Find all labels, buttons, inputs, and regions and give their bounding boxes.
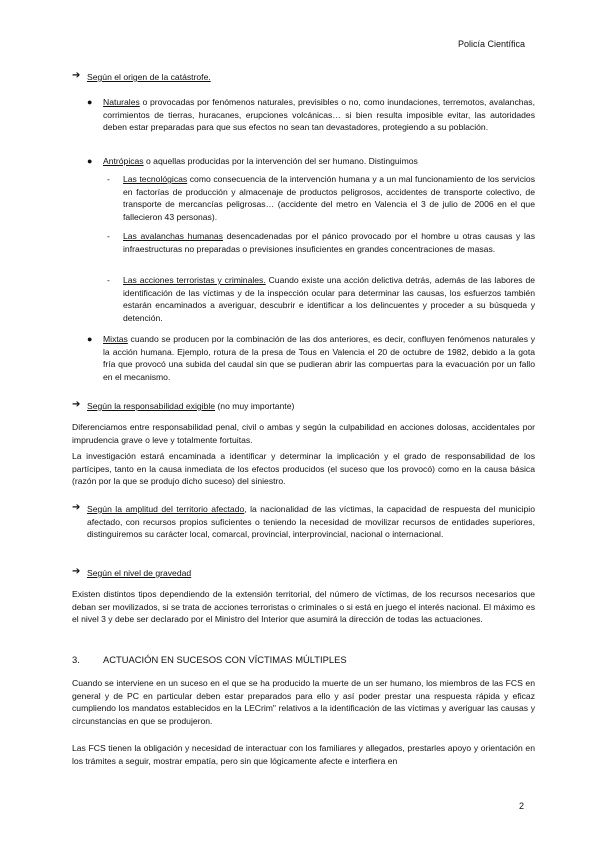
paragraph-responsabilidad-2: La investigación estará encaminada a identificar y determinar la implicación y el grado de responsabilidad de los partícipes, tanto en la causa inmediata de los efectos producidos (el suceso que los provocó) como en la causa básica (razón por la que se produjo dicho suceso) del siniestro.: [72, 451, 535, 487]
text-naturales: o provocadas por fenómenos naturales, previsibles o no, como inundaciones, terremotos, avalanchas, corrimientos de tierras, huracanes, erupciones volcánicas… si bien resulta imposible evitar, las autoridades deben estar preparadas para que sus efectos no sean tan devastadores, protegiendo a su población.: [103, 97, 535, 133]
term-terroristas: Las acciones terroristas y criminales.: [123, 275, 266, 285]
paragraph-antropicas: [103, 155, 535, 168]
text-avalanchas: desencadenadas por el pánico provocado por el hombre u otras causas y las infraestructuras no preparadas o previsiones insuficientes en grandes concentraciones de masas.: [123, 231, 535, 254]
paragraph-gravedad: Existen distintos tipos dependiendo de la extensión territorial, del número de víctimas, de los recursos necesarios que deban ser movilizados, si se trata de acciones terroristas o criminales o si está en juego el interés nacional. El máximo es el nivel 3 y debe ser declarado por el Ministro del Interior que asumirá la dirección de todas las actuaciones.: [72, 589, 535, 625]
paragraph-responsabilidad-1: Diferenciamos entre responsabilidad penal, civil o ambas y según la culpabilidad en acciones dolosas, accidentales por imprudencia grave o leve y totalmente fortuitas.: [72, 422, 535, 445]
text-antropicas: o aquellas producidas por la intervención del ser humano. Distinguimos: [143, 156, 418, 166]
section-3-number: 3.: [72, 654, 80, 665]
arrow-icon: ➔: [72, 502, 81, 513]
heading-origen-text: Según el origen de la catástrofe.: [87, 72, 211, 82]
text-tecnologicas: como consecuencia de la intervención humana y a un mal funcionamiento de los servicios en factorías de producción y almacenaje de productos peligrosos, accidentes de transporte colectivo, de transporte de mercancías peligrosas… (accidente del metro en Valencia el 3 de julio de 2006 en el que fallecieron 43 personas).: [123, 174, 535, 222]
term-tecnologicas: Las tecnológicas: [123, 174, 188, 184]
dash-icon: -: [107, 174, 110, 184]
heading-responsabilidad: [87, 400, 294, 413]
heading-gravedad: [87, 567, 191, 580]
list-item-terroristas: [123, 274, 535, 324]
heading-amplitud-text: Según la amplitud del territorio afectado: [87, 504, 245, 514]
heading-responsabilidad-note: (no muy importante): [215, 401, 295, 411]
term-mixtas: Mixtas: [103, 334, 128, 344]
list-item-tecnologicas: [123, 173, 535, 223]
list-item-avalanchas: [123, 230, 535, 255]
dash-icon: -: [107, 275, 110, 285]
page-header: Policía Científica: [457, 39, 525, 49]
bullet-icon: ●: [87, 334, 93, 344]
paragraph-naturales: [103, 96, 535, 134]
paragraph-amplitud: [87, 503, 535, 541]
section-3-title: ACTUACIÓN EN SUCESOS CON VÍCTIMAS MÚLTIPLES: [103, 654, 347, 665]
heading-gravedad-text: Según el nivel de gravedad: [87, 568, 192, 578]
term-antropicas: Antrópicas: [103, 156, 144, 166]
arrow-icon: ➔: [72, 399, 81, 410]
text-terroristas: Cuando existe una acción delictiva detrás, además de las labores de identificación de las víctimas y de la inspección ocular para determinar las causas, los esfuerzos también estarán encaminados a averiguar, descubrir e identificar a los delincuentes y proceder a su búsqueda y detención.: [123, 275, 536, 323]
paragraph-section-3-1: Cuando se interviene en un suceso en el que se ha producido la muerte de un ser humano, los miembros de las FCS en general y de PC en particular deben estar preparados para ello y así poder prestar una respuesta rápida y eficaz cumpliendo los mandatos establecidos en la LECrim" relativos a la identificación de las víctimas y averiguar las causas y circunstancias en que se produjeron.: [72, 678, 535, 726]
paragraph-mixtas: [103, 333, 535, 383]
dash-icon: -: [107, 231, 110, 241]
text-amplitud: , la nacionalidad de las víctimas, la capacidad de respuesta del municipio afectado, con recursos propios suficientes o teniendo la necesidad de movilizar recursos de entidades superiores, distinguiremos su carácter local, comarcal, provincial, interprovincial, nacional o internacional.: [87, 504, 535, 540]
term-naturales: Naturales: [103, 97, 140, 107]
paragraph-section-3-2: Las FCS tienen la obligación y necesidad de interactuar con los familiares y allegados, prestarles apoyo y orientación en los trámites a seguir, mostrar empatía, pero sin que lógicamente afecte e interfiera en: [72, 743, 535, 766]
bullet-icon: ●: [87, 156, 93, 166]
page-number: 2: [518, 801, 524, 811]
bullet-icon: ●: [87, 97, 93, 107]
heading-responsabilidad-text: Según la responsabilidad exigible: [87, 401, 216, 411]
arrow-icon: ➔: [72, 566, 81, 577]
arrow-icon: ➔: [72, 70, 81, 81]
term-avalanchas: Las avalanchas humanas: [123, 231, 223, 241]
text-mixtas: cuando se producen por la combinación de las dos anteriores, es decir, confluyen fenómenos naturales y la acción humana. Ejemplo, rotura de la presa de Tous en Valencia el 20 de octubre de 1982, debido a la gota fría que provocó una subida del caudal sin que se pudieran abrir las compuertas para la evacuación por un fallo en el mecanismo.: [103, 334, 535, 382]
heading-origen: [87, 71, 211, 84]
